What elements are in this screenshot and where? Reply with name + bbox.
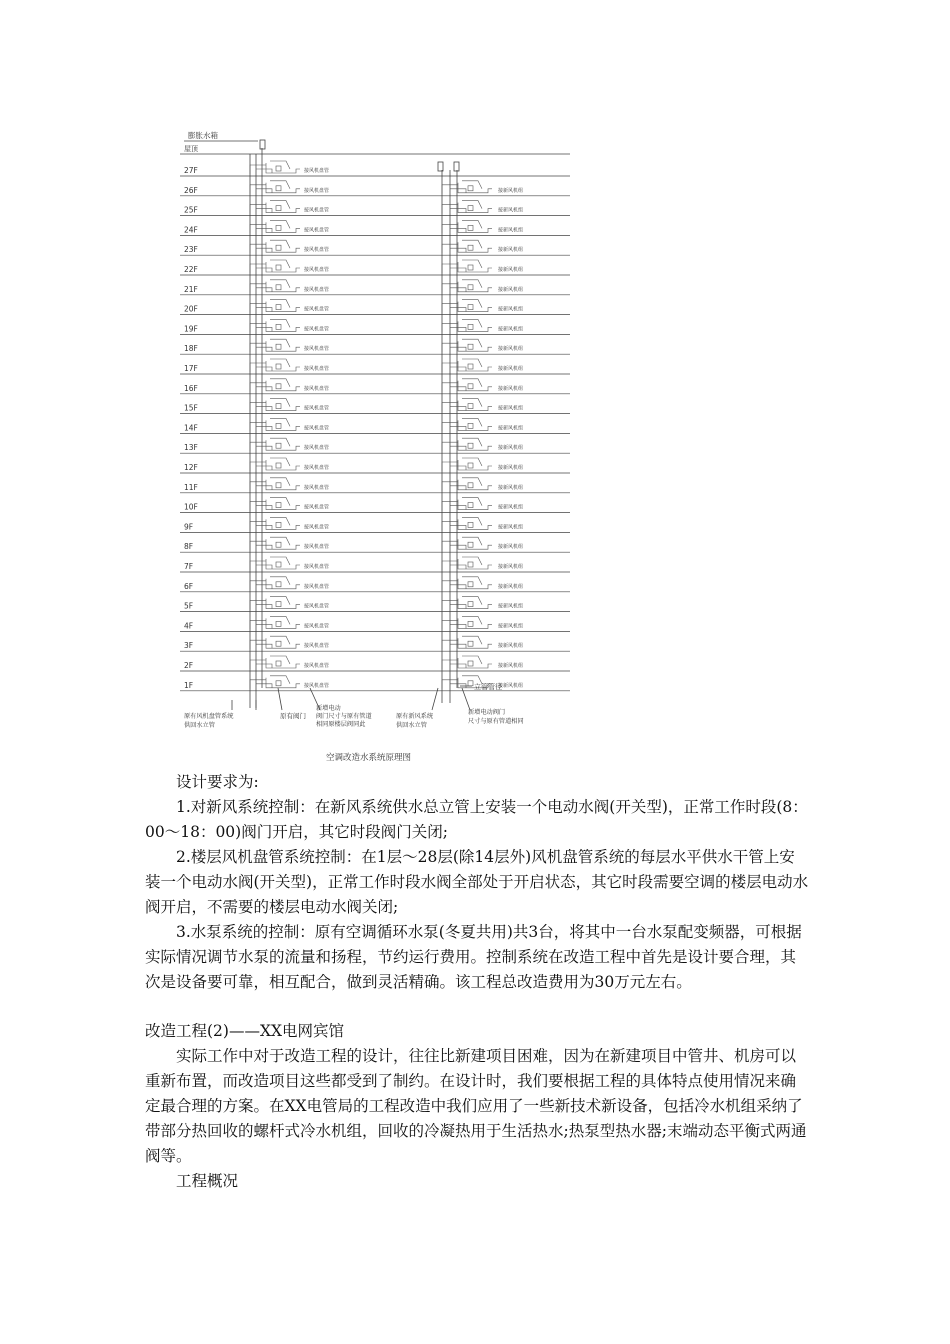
fresh-air-branch-label: 接新风机组 <box>498 405 524 412</box>
floor-label: 16F <box>184 383 198 393</box>
fresh-air-branch <box>442 319 492 332</box>
fresh-air-branch-label: 接新风机组 <box>498 207 524 214</box>
fan-coil-branch <box>250 161 300 174</box>
floor-valve <box>276 661 281 666</box>
fan-coil-branch <box>250 300 300 313</box>
floor-label: 19F <box>184 324 198 334</box>
floor-valve <box>276 186 281 191</box>
paragraph-fresh-air-control: 1.对新风系统控制：在新风系统供水总立管上安装一个电动水阀(开关型)，正常工作时段(8：00～18：00)阀门开启，其它时段阀门关闭; <box>145 798 808 841</box>
fan-coil-branch <box>250 517 300 530</box>
fresh-air-branch-label: 接新风机组 <box>498 267 524 273</box>
paragraph-project-overview: 工程概况 <box>176 1172 239 1190</box>
fan-coil-branch-label: 接风机盘管 <box>304 247 330 254</box>
floor-label: 18F <box>184 344 198 354</box>
fresh-air-branch <box>442 399 492 412</box>
fresh-air-branch <box>442 379 492 392</box>
fan-coil-branch <box>250 557 300 570</box>
fresh-air-branch-label: 接新风机组 <box>498 484 524 491</box>
floor-label: 17F <box>184 364 198 373</box>
floor-label: 3F <box>184 641 194 651</box>
fresh-air-branch-label: 接新风机组 <box>498 504 524 511</box>
floor-label: 21F <box>184 284 198 294</box>
fresh-air-branch <box>442 438 492 451</box>
fresh-air-branch <box>442 300 492 313</box>
fresh-air-branch-label: 接新风机组 <box>498 306 524 313</box>
floor-label: 12F <box>184 463 198 472</box>
floor-valve <box>468 463 473 468</box>
fan-coil-branch <box>250 319 300 332</box>
fan-coil-branch-label: 接风机盘管 <box>304 603 330 610</box>
fan-coil-branch <box>250 260 300 273</box>
floor-valve <box>276 602 281 607</box>
floor-label: 2F <box>184 661 194 670</box>
fresh-air-branch-label: 接新风机组 <box>498 524 524 531</box>
floor-label: 6F <box>184 581 194 591</box>
fresh-air-branch-label: 接新风机组 <box>498 603 524 610</box>
floor-label: 23F <box>184 245 198 255</box>
floor-label: 9F <box>184 522 194 532</box>
fan-coil-branch <box>250 597 300 610</box>
paragraph-design-requirements: 设计要求为: <box>176 773 259 791</box>
fan-coil-branch <box>250 201 300 214</box>
fan-coil-branch <box>250 339 300 352</box>
fan-coil-branch <box>250 656 300 669</box>
fan-coil-branch-label: 接风机盘管 <box>304 207 330 214</box>
floor-valve <box>276 463 281 468</box>
floor-valve <box>276 423 281 428</box>
floor-label: 24F <box>184 225 198 235</box>
fan-coil-branch <box>250 379 300 392</box>
floor-valve <box>276 582 281 587</box>
floor-valve <box>276 443 281 448</box>
fresh-air-branch-label: 接新风机组 <box>498 187 524 194</box>
floor-valve <box>468 245 473 250</box>
fan-coil-branch <box>250 240 300 253</box>
fresh-air-branch <box>442 597 492 610</box>
floor-valve <box>276 621 281 626</box>
paragraph-fan-coil-control: 2.楼层风机盘管系统控制：在1层～28层(除14层外)风机盘管系统的每层水平供水干管上安装一个电动水阀(开关型)，正常工作时段水阀全部处于开启状态，其它时段需要空调的楼层电动水阀开启，不需要的楼层电动水阀关闭; <box>145 848 809 916</box>
fresh-air-branch <box>442 201 492 214</box>
floor-valve <box>468 602 473 607</box>
fresh-air-branch <box>442 181 492 194</box>
floor-valve <box>276 305 281 310</box>
riser-size-label: 立管管径 <box>474 683 502 691</box>
fan-coil-branch <box>250 220 300 233</box>
fan-coil-branch-label: 接风机盘管 <box>304 366 330 372</box>
floor-valve <box>276 166 281 171</box>
new-valve-right-label: 新增电动阀门尺寸与原有管道相同 <box>468 709 524 725</box>
floor-label: 11F <box>184 482 198 492</box>
fan-coil-branch-label: 接风机盘管 <box>304 524 330 531</box>
fan-coil-branch-label: 接风机盘管 <box>304 484 330 491</box>
floor-valve <box>468 522 473 527</box>
fresh-air-branch <box>442 280 492 293</box>
floor-valve <box>468 562 473 567</box>
fan-coil-branch-label: 接风机盘管 <box>304 267 330 273</box>
floor-valve <box>468 186 473 191</box>
floor-valve <box>276 364 281 369</box>
floor-valve <box>276 245 281 250</box>
left-riser-label: 原有风机盘管系统供回水立管 <box>184 713 234 729</box>
floor-valve <box>468 443 473 448</box>
fresh-air-branch <box>442 220 492 233</box>
floor-valve <box>468 404 473 409</box>
floor-valve <box>468 384 473 389</box>
fresh-air-branch-label: 接新风机组 <box>498 663 524 669</box>
floor-valve <box>276 384 281 389</box>
fan-coil-branch <box>250 399 300 412</box>
floor-valve <box>276 641 281 646</box>
fresh-air-branch-label: 接新风机组 <box>498 286 524 293</box>
fresh-air-branch <box>442 418 492 431</box>
fresh-air-branch <box>442 537 492 550</box>
fresh-air-branch <box>442 260 492 273</box>
floor-valve <box>468 324 473 329</box>
fresh-air-branch <box>442 339 492 352</box>
fresh-air-branch <box>442 636 492 649</box>
fresh-air-branch-label: 接新风机组 <box>498 366 524 372</box>
floor-label: 4F <box>184 621 194 631</box>
fresh-air-branch-label: 接新风机组 <box>498 465 524 471</box>
floor-valve <box>468 483 473 488</box>
fan-coil-branch-label: 接风机盘管 <box>304 643 330 650</box>
fan-coil-branch-label: 接风机盘管 <box>304 385 330 392</box>
fan-coil-branch-label: 接风机盘管 <box>304 168 330 174</box>
body-text <box>145 770 810 1194</box>
fresh-air-branch <box>442 478 492 491</box>
floor-label: 1F <box>184 680 194 690</box>
floor-label: 10F <box>184 502 198 512</box>
fan-coil-branch <box>250 280 300 293</box>
new-valve-left-label: 新增电动阀门尺寸与原有管道相同原楼层阀同此 <box>316 705 372 728</box>
floor-valve <box>468 305 473 310</box>
fan-coil-branch-label: 接风机盘管 <box>304 504 330 511</box>
floor-valve <box>276 285 281 290</box>
fan-coil-branch-label: 接风机盘管 <box>304 465 330 471</box>
floor-valve <box>276 225 281 230</box>
paragraph-retrofit-intro: 实际工作中对于改造工程的设计，往往比新建项目困难，因为在新建项目中管井、机房可以重新布置，而改造项目这些都受到了制约。在设计时，我们要根据工程的具体特点使用情况来确定最合理的方案。在XX电管局的工程改造中我们应用了一些新技术新设备，包括冷水机组采纳了带部分热回收的螺杆式冷水机组，回收的冷凝热用于生活热水;热泵型热水器;末端动态平衡式两通阀等。 <box>145 1047 807 1165</box>
floor-valve <box>468 503 473 508</box>
right-riser-label: 原有新风系统供回水立管 <box>396 713 434 729</box>
floor-valve <box>468 364 473 369</box>
fresh-air-branch-label: 接新风机组 <box>498 583 524 590</box>
floor-valve <box>276 344 281 349</box>
expansion-tank-label: 膨胀水箱 <box>188 131 218 140</box>
fresh-air-branch <box>442 577 492 590</box>
fresh-air-branch-label: 接新风机组 <box>498 643 524 650</box>
fan-coil-branch <box>250 478 300 491</box>
fresh-air-branch-label: 接新风机组 <box>498 247 524 254</box>
floor-valve <box>276 503 281 508</box>
fresh-air-branch <box>442 656 492 669</box>
fresh-air-branch-label: 接新风机组 <box>498 227 524 234</box>
floor-valve <box>276 404 281 409</box>
floor-valve <box>468 641 473 646</box>
floor-valve <box>468 681 473 686</box>
fresh-air-branch-label: 接新风机组 <box>498 544 524 551</box>
diagram-caption: 空调改造水系统原理图 <box>326 753 412 763</box>
fan-coil-branch-label: 接风机盘管 <box>304 623 330 630</box>
fresh-air-branch-label: 接新风机组 <box>498 346 524 353</box>
floor-valve <box>276 542 281 547</box>
fan-coil-branch-label: 接风机盘管 <box>304 544 330 551</box>
fan-coil-branch-label: 接风机盘管 <box>304 564 330 570</box>
floor-valve <box>276 562 281 567</box>
fan-coil-branch <box>250 676 300 689</box>
fresh-air-branch <box>442 557 492 570</box>
fan-coil-branch <box>250 498 300 511</box>
fan-coil-branch <box>250 577 300 590</box>
fresh-air-branch-label: 接新风机组 <box>498 326 524 333</box>
floor-label: 14F <box>184 423 198 433</box>
floor-valve <box>276 522 281 527</box>
fresh-air-branch-label: 接新风机组 <box>498 425 524 432</box>
fan-coil-branch-label: 接风机盘管 <box>304 405 330 412</box>
floor-valve <box>468 582 473 587</box>
floor-label: 22F <box>184 265 198 274</box>
fan-coil-branch-label: 接风机盘管 <box>304 425 330 432</box>
floor-label: 15F <box>184 403 198 413</box>
floor-label: 25F <box>184 205 198 215</box>
floor-valve <box>468 206 473 211</box>
fan-coil-branch <box>250 458 300 471</box>
floor-valve <box>468 661 473 666</box>
fan-coil-branch-label: 接风机盘管 <box>304 445 330 452</box>
fresh-air-branch <box>442 517 492 530</box>
fan-coil-branch-label: 接风机盘管 <box>304 583 330 590</box>
floor-valve <box>468 423 473 428</box>
fresh-air-branch <box>442 458 492 471</box>
floor-label: 13F <box>184 443 198 453</box>
floor-valve <box>276 206 281 211</box>
fan-coil-branch-label: 接风机盘管 <box>304 187 330 194</box>
fresh-air-branch <box>442 240 492 253</box>
fresh-air-branch-label: 接新风机组 <box>498 682 524 689</box>
fresh-air-branch <box>442 616 492 629</box>
floor-label: 8F <box>184 542 194 552</box>
fresh-air-branch-label: 接新风机组 <box>498 445 524 452</box>
fan-coil-branch <box>250 418 300 431</box>
floor-valve <box>468 621 473 626</box>
fresh-air-branch <box>442 359 492 372</box>
fresh-air-branch-label: 接新风机组 <box>498 623 524 630</box>
floor-valve <box>468 344 473 349</box>
fan-coil-branch <box>250 438 300 451</box>
fresh-air-branch-label: 接新风机组 <box>498 385 524 392</box>
fresh-air-branch-label: 接新风机组 <box>498 564 524 570</box>
floor-label: 5F <box>184 601 194 611</box>
fresh-air-branch <box>442 498 492 511</box>
fan-coil-branch <box>250 537 300 550</box>
fan-coil-branch-label: 接风机盘管 <box>304 346 330 353</box>
floor-valve <box>468 285 473 290</box>
floor-valve <box>276 681 281 686</box>
paragraph-pump-control: 3.水泵系统的控制：原有空调循环水泵(冬夏共用)共3台，将其中一台水泵配变频器，可根据实际情况调节水泵的流量和扬程，节约运行费用。控制系统在改造工程中首先是设计要合理，其次是设备要可靠，相互配合，做到灵活精确。该工程总改造费用为30万元左右。 <box>145 923 802 991</box>
floor-label: 27F <box>184 166 198 175</box>
fan-coil-branch-label: 接风机盘管 <box>304 286 330 293</box>
fan-coil-branch <box>250 616 300 629</box>
floor-valve <box>276 265 281 270</box>
fan-coil-branch-label: 接风机盘管 <box>304 663 330 669</box>
fan-coil-branch-label: 接风机盘管 <box>304 306 330 313</box>
roof-label: 屋顶 <box>184 145 198 153</box>
fan-coil-branch-label: 接风机盘管 <box>304 682 330 689</box>
floor-label: 26F <box>184 185 198 195</box>
floor-valve <box>468 265 473 270</box>
fan-coil-branch-label: 接风机盘管 <box>304 326 330 333</box>
fan-coil-branch <box>250 359 300 372</box>
fan-coil-branch <box>250 181 300 194</box>
fan-coil-branch <box>250 636 300 649</box>
floor-label: 20F <box>184 304 198 314</box>
floor-valve <box>276 324 281 329</box>
floor-valve <box>468 542 473 547</box>
floor-valve <box>468 225 473 230</box>
section-heading: 改造工程(2)——XX电网宾馆 <box>145 1022 345 1040</box>
fan-coil-branch-label: 接风机盘管 <box>304 227 330 234</box>
floor-valve <box>276 483 281 488</box>
water-system-diagram <box>170 128 590 768</box>
floor-label: 7F <box>184 562 194 571</box>
existing-valve-label: 原有阀门 <box>280 712 306 720</box>
